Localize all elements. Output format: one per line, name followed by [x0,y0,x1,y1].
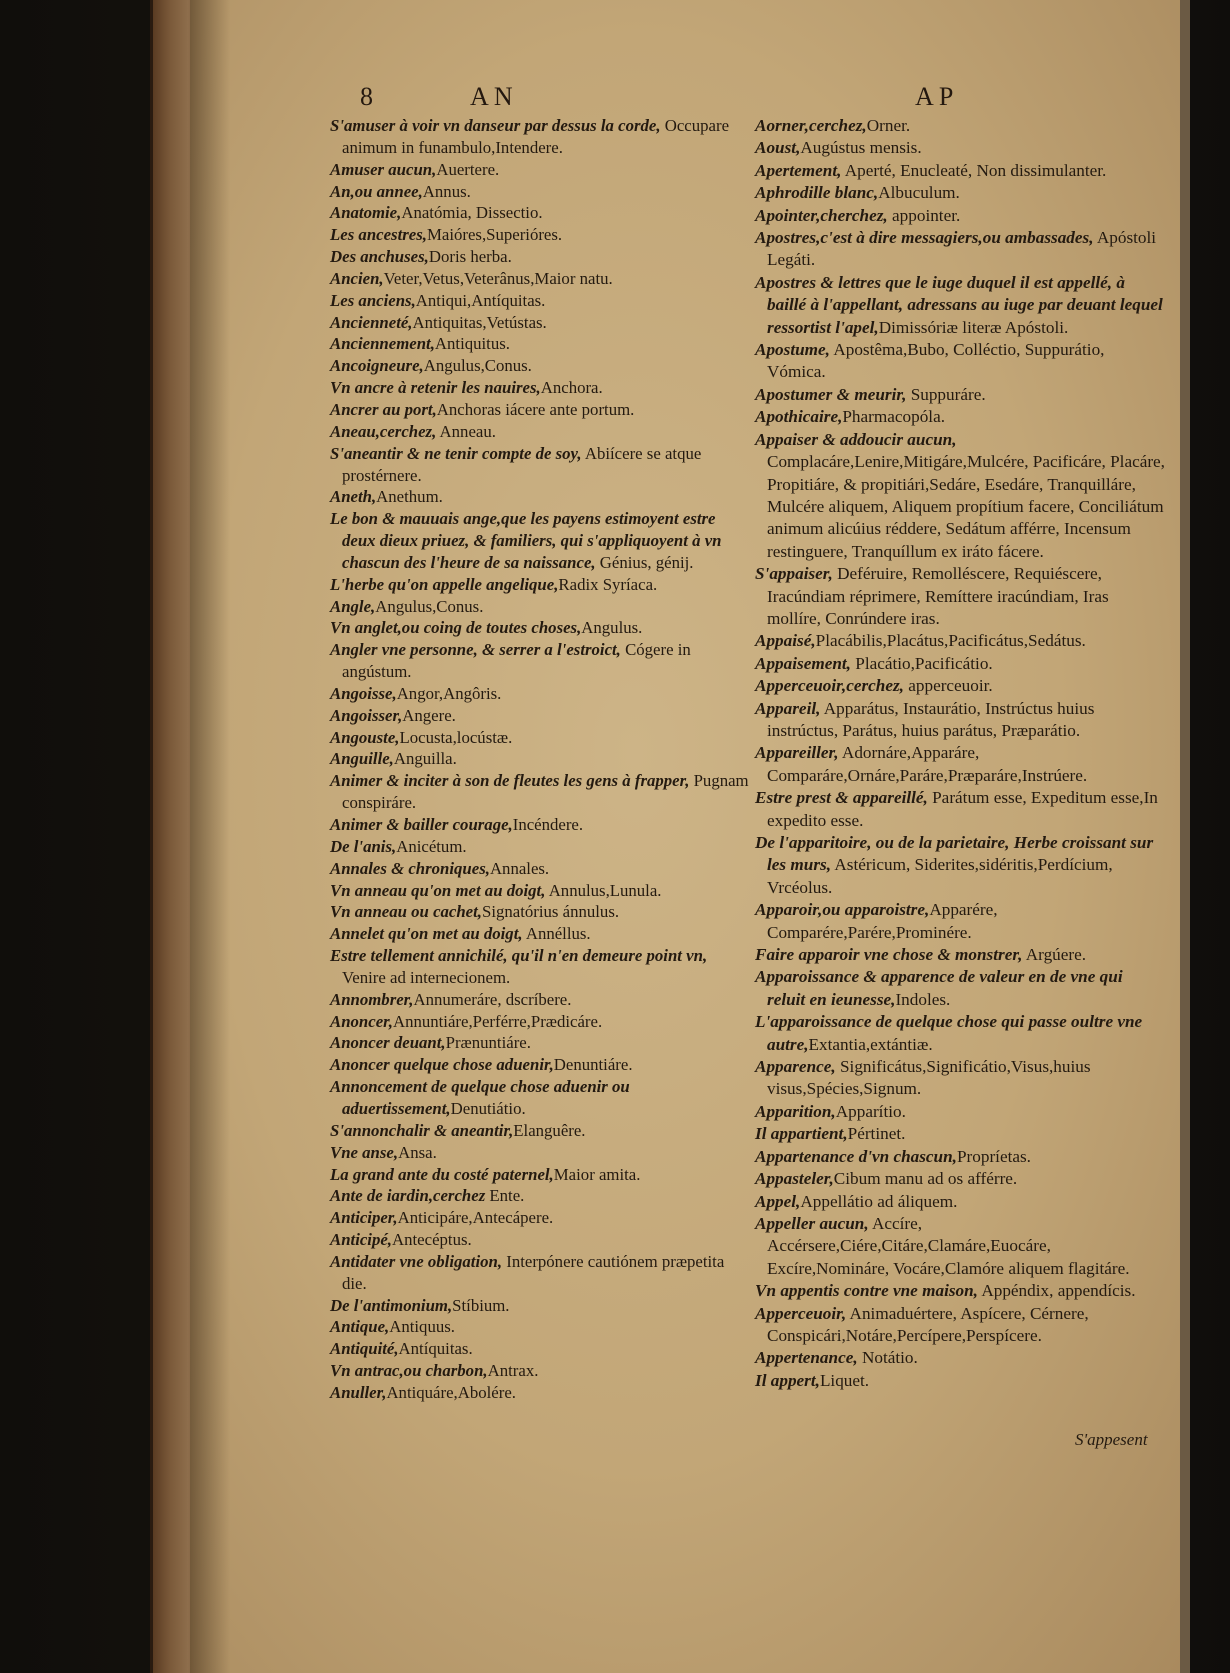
entry-headword: Des anchuses, [330,247,429,267]
dictionary-entry [330,1142,750,1164]
dictionary-entry [755,1213,1165,1280]
entry-headword: Appareil, [755,698,821,718]
dictionary-entry [755,406,1165,428]
entry-translation: Placátio,Pacificátio. [850,653,993,673]
dictionary-entry [330,617,750,639]
entry-translation: Aperté, Enucleaté, Non dissimulanter. [841,160,1107,180]
page-number: 8 [360,82,373,111]
dictionary-entry [755,1101,1165,1123]
entry-headword: Aneau,cerchez, [330,421,437,441]
entry-translation: Annus. [422,181,471,201]
entry-translation: Ente. [485,1186,525,1206]
entry-headword: L'apparoissance de quelque chose qui passe oultre vne autre, [755,1012,1143,1054]
entry-headword: Vn anneau ou cachet, [330,902,482,922]
entry-translation: Notátio. [857,1348,918,1368]
gutter-shadow [190,0,230,1673]
entry-headword: Angoisser, [330,705,403,725]
running-header [360,82,1160,112]
entry-headword: Appareiller, [755,743,839,763]
dictionary-entry [755,1303,1165,1348]
entry-headword: Vn antrac,ou charbon, [330,1361,488,1381]
dictionary-entry [755,563,1165,630]
entry-translation: Accíre, Accérsere,Ciére,Citáre,Clamáre,Euocáre, Excíre,Nomináre, Vocáre,Clamóre aliquem flagitáre. [767,1213,1130,1278]
entry-headword: Anticipé, [330,1230,392,1250]
dictionary-entry [330,1338,750,1360]
dictionary-entry [330,727,750,749]
entry-headword: Appartenance d'vn chascun, [755,1146,957,1166]
dictionary-entry [755,832,1165,899]
entry-translation: Pharmacopóla. [842,407,945,427]
dictionary-entry [330,202,750,224]
entry-translation: Apparére, Comparére,Parére,Prominére. [767,900,998,942]
entry-translation: Annuntiáre,Perférre,Prædicáre. [392,1011,603,1031]
dictionary-entry [330,333,750,355]
entry-translation: Appellátio ad áliquem. [800,1191,958,1211]
entry-translation: Liquet. [819,1370,870,1390]
entry-headword: Appaisement, [755,653,851,673]
entry-headword: Ancienneté, [330,312,413,332]
entry-headword: Apparoissance & apparence de valeur en de vne qui reluit en ieunesse, [755,967,1123,1009]
entry-translation: Anatómia, Dissectio. [401,203,543,223]
entry-headword: Apertement, [755,160,842,180]
entry-translation: Signatórius ánnulus. [482,902,620,922]
entry-translation: Animaduértere, Aspícere, Cérnere, Conspicári,Notáre,Percípere,Perspícere. [767,1303,1089,1345]
entry-translation: Incéndere. [512,815,584,834]
dictionary-entry [330,945,750,989]
entry-translation: Radix Syríaca. [558,574,658,594]
dictionary-entry [330,639,750,683]
entry-translation: Antiqui,Antíquitas. [415,290,546,310]
entry-translation: Annales. [489,858,550,878]
entry-headword: Apointer,cherchez, [755,205,888,225]
dictionary-entry [330,246,750,268]
entry-translation: Apparátus, Instaurátio, Instrúctus huius instrúctus, Parátus, huius parátus, Præparátio. [767,698,1095,740]
entry-headword: Apparition, [755,1101,836,1121]
entry-headword: Le bon & mauuais ange,que les payens estimoyent estre deux dieux priuez, & familiers, qui s'appliquoyent à vn chascun des l'heure de sa naissance, [330,509,722,572]
entry-translation: apperceuoir. [903,676,993,696]
entry-headword: Amuser aucun, [330,159,437,179]
entry-translation: Placábilis,Placátus,Pacificátus,Sedátus. [815,631,1086,651]
dictionary-entry [755,205,1165,227]
entry-headword: Antique, [330,1317,390,1337]
dictionary-entry [330,1011,750,1033]
dictionary-entry [755,1123,1165,1145]
entry-translation: Apparítio. [835,1101,906,1121]
entry-headword: Apperceuoir, [755,1303,847,1323]
entry-headword: Vn ancre à retenir les nauires, [330,378,541,398]
dictionary-entry [330,377,750,399]
entry-headword: Anticiper, [330,1208,398,1228]
right-column [755,115,1165,1392]
entry-headword: Vn appentis contre vne maison, [755,1281,978,1301]
entry-headword: Les anciens, [330,290,416,310]
entry-translation: Anchoras iácere ante portum. [436,399,635,419]
dictionary-entry [330,443,750,487]
entry-headword: Apostumer & meurir, [755,384,907,404]
entry-headword: Appaiser & addoucir aucun, [755,429,957,449]
dictionary-entry [755,1191,1165,1213]
dictionary-entry [330,705,750,727]
entry-translation: Antiquitus. [434,334,510,354]
entry-headword: Anuller, [330,1382,387,1402]
dictionary-entry [755,429,1165,563]
dictionary-entry [330,421,750,443]
entry-translation: Astéricum, Siderites,sidéritis,Perdícium, Vrcéolus. [767,855,1113,897]
entry-headword: Anatomie, [330,203,402,223]
entry-translation: Doris herba. [428,247,512,267]
dictionary-entry [755,630,1165,652]
dictionary-entry [330,901,750,923]
entry-translation: Apóstoli Legáti. [767,228,1157,270]
entry-translation: Angere. [402,705,456,725]
entry-headword: Annoncement de quelque chose aduenir ou aduertissement, [330,1077,630,1118]
dictionary-entry [330,683,750,705]
entry-headword: Appeller aucun, [755,1213,869,1233]
entry-translation: Parátum esse, Expeditum esse,In expedito esse. [767,788,1158,830]
entry-headword: Annelet qu'on met au doigt, [330,924,523,944]
entry-headword: Angoisse, [330,683,397,703]
entry-headword: Aoust, [755,138,801,158]
entry-translation: Prænuntiáre. [445,1033,531,1053]
dictionary-entry [755,1168,1165,1190]
entry-translation: Deféruire, Remolléscere, Requiéscere, Iracúndiam réprimere, Remíttere iracúndiam, Iras mollíre, Conrúndere iras. [767,564,1109,628]
left-running-head: A N [470,82,513,111]
entry-headword: Ancoigneure, [330,356,424,376]
entry-headword: Vne anse, [330,1142,399,1162]
dictionary-entry [330,596,750,618]
entry-headword: Apostres,c'est à dire messagiers,ou ambassades, [755,228,1094,248]
dictionary-entry [330,1076,750,1120]
entry-headword: Apostume, [755,340,830,360]
entry-translation: Angulus,Conus. [423,356,532,376]
entry-headword: Anoncer, [330,1011,393,1031]
entry-headword: Appel, [755,1191,801,1211]
entry-headword: Apothicaire, [755,407,843,427]
entry-translation: Locusta,locústæ. [399,727,513,747]
entry-translation: Extantia,extántiæ. [808,1034,933,1054]
dictionary-entry [755,1280,1165,1302]
entry-translation: Orner. [866,116,911,135]
entry-translation: Indoles. [895,989,951,1009]
dictionary-entry [330,159,750,181]
dictionary-entry [330,880,750,902]
entry-headword: Antiquité, [330,1339,399,1359]
entry-translation: Anneau. [436,421,496,441]
entry-translation: Angulus. [581,618,643,638]
dictionary-entry [330,1251,750,1295]
entry-translation: Albuculum. [878,183,960,203]
entry-headword: La grand ante du costé paternel, [330,1164,554,1184]
entry-translation: Antiquitas,Vetústas. [412,312,547,332]
entry-translation: Abiícere se atque prostérnere. [342,443,702,485]
entry-headword: Ante de iardin,cerchez [330,1186,486,1206]
entry-translation: Maior amita. [553,1164,641,1184]
entry-headword: Vn anglet,ou coing de toutes choses, [330,618,582,638]
dictionary-entry [330,181,750,203]
entry-translation: Annumeráre, dscríbere. [413,989,572,1009]
dictionary-entry [755,339,1165,384]
entry-headword: S'aneantir & ne tenir compte de soy, [330,443,582,463]
entry-headword: S'annonchalir & aneantir, [330,1120,514,1140]
dictionary-entry [755,1011,1165,1056]
dictionary-entry [755,742,1165,787]
entry-translation: Complacáre,Lenire,Mitigáre,Mulcére, Pacificáre, Placáre, Propitiáre, & propitiári,Sedáre, Esedáre, Tranquilláre, Mulcére aliquem, Aliquem propítium facere, Conciliátum animum alicúius réddere, Sedátum afférre, Incensum restinguere, Tranquíllum ex iráto fácere. [767,452,1165,561]
entry-headword: Appaisé, [755,631,816,651]
entry-translation: Significátus,Significátio,Visus,huius visus,Spécies,Signum. [767,1057,1091,1099]
entry-translation: Pértinet. [847,1124,906,1144]
entry-translation: Antiquus. [389,1317,455,1337]
entry-headword: Vn anneau qu'on met au doigt, [330,880,546,900]
dictionary-entry [330,399,750,421]
dictionary-entry [330,1316,750,1338]
dictionary-entry [755,944,1165,966]
dictionary-entry [330,486,750,508]
dictionary-entry [330,989,750,1011]
entry-headword: Aorner,cerchez, [755,116,867,135]
dictionary-entry [755,272,1165,339]
entry-translation: Anticipáre,Antecápere. [397,1208,554,1228]
entry-headword: Faire apparoir vne chose & monstrer, [755,945,1023,965]
dictionary-entry [755,1146,1165,1168]
dictionary-entry [755,698,1165,743]
entry-translation: Propríetas. [956,1146,1031,1166]
entry-translation: Antecéptus. [392,1230,472,1250]
entry-translation: Maióres,Superióres. [426,225,563,245]
dictionary-entry [755,115,1165,137]
entry-translation: Pugnam conspiráre. [342,771,749,813]
entry-translation: Anicétum. [396,836,467,856]
entry-translation: Génius, génij. [595,552,694,572]
entry-headword: Angle, [330,596,376,616]
entry-headword: Anoncer deuant, [330,1033,446,1053]
entry-headword: Il appert, [755,1370,820,1390]
entry-translation: Venire ad internecionem. [342,967,511,987]
dictionary-entry [755,137,1165,159]
dictionary-entry [330,1295,750,1317]
entry-headword: De l'apparitoire, ou de la parietaire, Herbe croissant sur les murs, [755,833,1154,875]
dictionary-entry [755,653,1165,675]
entry-translation: Annéllus. [522,924,591,944]
entry-headword: Ancien, [330,268,384,288]
entry-translation: Stíbium. [452,1295,510,1315]
dictionary-entry [330,1032,750,1054]
entry-translation: Dimissóriæ literæ Apóstoli. [878,317,1069,337]
dictionary-entry [755,227,1165,272]
dictionary-entry [330,1360,750,1382]
entry-headword: S'amuser à voir vn danseur par dessus la corde, [330,116,661,135]
dictionary-entry [755,899,1165,944]
catchword: S'appesent [1075,1430,1148,1449]
entry-headword: Aphrodille blanc, [755,183,879,203]
entry-headword: Apostres & lettres que le iuge duquel il est appellé, à baillé à l'appellant, adressans au iuge par deuant lequel ressortist l'apel, [755,272,1163,337]
dictionary-entry [330,1382,750,1404]
dictionary-entry [330,1185,750,1207]
dictionary-entry [755,1056,1165,1101]
entry-translation: Antíquitas. [398,1339,473,1359]
dictionary-entry [755,966,1165,1011]
entry-translation: Anethum. [376,487,443,507]
entry-headword: Angouste, [330,727,400,747]
dictionary-entry [755,787,1165,832]
entry-headword: Annales & chroniques, [330,858,490,878]
dictionary-entry [330,355,750,377]
left-column [330,115,750,1404]
dictionary-entry [330,574,750,596]
entry-translation: appointer. [887,205,961,225]
entry-headword: De l'anis, [330,836,397,856]
entry-translation: Antrax. [487,1361,539,1381]
entry-headword: Appasteler, [755,1169,834,1189]
entry-translation: Augústus mensis. [800,138,922,158]
entry-headword: Angler vne personne, & serrer a l'estroict, [330,640,621,660]
entry-translation: Denutiátio. [450,1098,526,1118]
entry-translation: Ansa. [398,1142,437,1162]
entry-translation: Occupare animum in funambulo,Intendere. [342,116,730,157]
dictionary-entry [755,182,1165,204]
dictionary-entry [330,858,750,880]
dictionary-entry [330,1229,750,1251]
entry-headword: De l'antimonium, [330,1295,453,1315]
entry-translation: Adornáre,Apparáre, Comparáre,Ornáre,Paráre,Præparáre,Instrúere. [767,743,1088,785]
entry-headword: Estre prest & appareillé, [755,788,928,808]
entry-translation: Anchora. [540,378,603,398]
entry-translation: Argúere. [1022,945,1087,965]
entry-translation: Auertere. [436,159,500,179]
entry-translation: Antiquáre,Abolére. [386,1382,516,1402]
entry-headword: Anciennement, [330,334,435,354]
entry-translation: Denuntiáre. [553,1055,633,1075]
entry-headword: Les ancestres, [330,225,427,245]
entry-headword: Antidater vne obligation, [330,1251,503,1271]
dictionary-entry [330,312,750,334]
dictionary-entry [330,1120,750,1142]
dictionary-entry [330,836,750,858]
entry-headword: Animer & inciter à son de fleutes les gens à frapper, [330,771,690,791]
entry-translation: Annulus,Lunula. [545,880,662,900]
entry-headword: Ancrer au port, [330,399,437,419]
entry-translation: Suppuráre. [906,384,986,404]
entry-translation: Interpónere cautiónem præpetita die. [342,1251,725,1293]
entry-translation: Angulus,Conus. [375,596,484,616]
entry-headword: Aneth, [330,487,377,507]
dictionary-entry [330,290,750,312]
dictionary-entry [755,675,1165,697]
entry-translation: Elanguêre. [513,1120,586,1140]
dictionary-entry [330,224,750,246]
entry-translation: Anguilla. [393,749,457,769]
dictionary-entry [330,115,750,159]
entry-headword: Apparence, [755,1057,836,1077]
entry-translation: Angor,Angôris. [396,683,502,703]
entry-headword: Apparoir,ou apparoistre, [755,900,930,920]
entry-headword: S'appaiser, [755,564,833,584]
entry-headword: Annombrer, [330,989,414,1009]
dictionary-entry [330,1164,750,1186]
dictionary-entry [755,1370,1165,1392]
dictionary-entry [330,770,750,814]
right-running-head: A P [915,82,954,111]
dictionary-entry [330,814,750,836]
dictionary-entry [330,1054,750,1076]
entry-headword: Estre tellement annichilé, qu'il n'en demeure point vn, [330,946,708,966]
entry-headword: An,ou annee, [330,181,423,201]
entry-translation: Cógere in angústum. [342,640,691,682]
entry-translation: Apostêma,Bubo, Colléctio, Suppurátio, Vómica. [767,340,1105,382]
entry-headword: Appertenance, [755,1348,858,1368]
entry-headword: Il appartient, [755,1124,848,1144]
entry-translation: Veter,Vetus,Veterânus,Maior natu. [383,268,613,288]
dictionary-entry [330,268,750,290]
entry-translation: Cibum manu ad os afférre. [833,1169,1018,1189]
entry-headword: Anoncer quelque chose aduenir, [330,1055,554,1075]
entry-headword: Apperceuoir,cerchez, [755,676,904,696]
dictionary-entry [330,923,750,945]
dictionary-entry [755,1347,1165,1369]
dictionary-entry [330,1207,750,1229]
dictionary-entry [755,160,1165,182]
dictionary-entry [755,384,1165,406]
entry-translation: Appéndix, appendícis. [977,1281,1136,1301]
dictionary-entry [330,748,750,770]
entry-headword: Anguille, [330,749,394,769]
dictionary-entry [330,508,750,574]
entry-headword: L'herbe qu'on appelle angelique, [330,574,559,594]
entry-headword: Animer & bailler courage, [330,815,513,834]
